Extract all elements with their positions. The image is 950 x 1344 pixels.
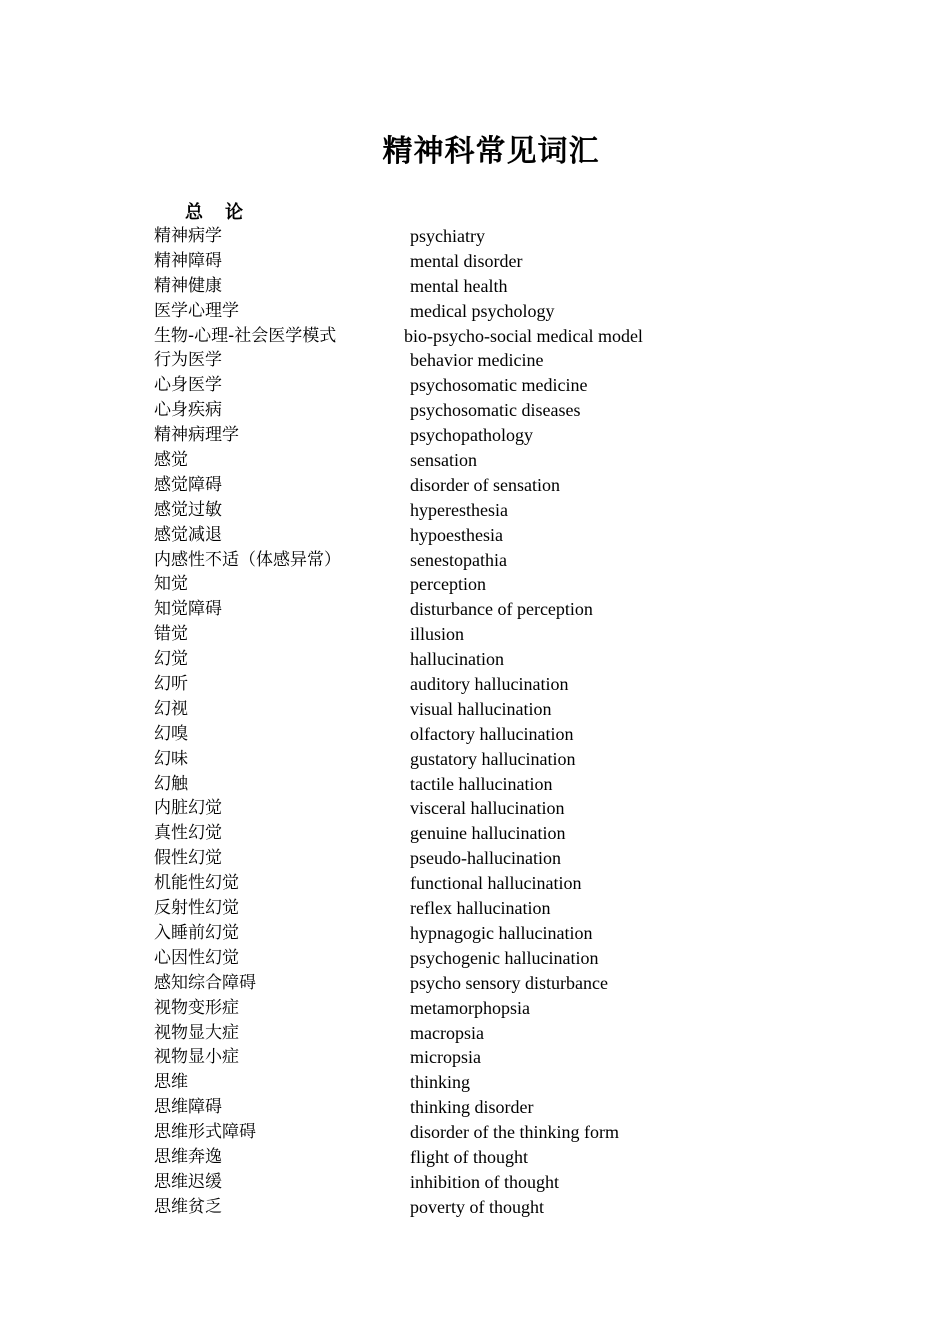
chinese-term: 思维贫乏 [154, 1196, 222, 1217]
english-term: olfactory hallucination [410, 723, 574, 744]
glossary-row [154, 548, 794, 573]
glossary-row [154, 896, 794, 921]
glossary-row [154, 1145, 794, 1170]
english-term: tactile hallucination [410, 773, 553, 794]
chinese-term: 知觉 [154, 574, 188, 595]
glossary-row [154, 1021, 794, 1046]
glossary-row [154, 572, 794, 597]
english-term: bio-psycho-social medical model [404, 325, 643, 346]
chinese-term: 机能性幻觉 [154, 873, 239, 894]
english-term: senestopathia [410, 549, 507, 570]
chinese-term: 生物-心理-社会医学模式 [154, 325, 337, 346]
english-term: hallucination [410, 649, 504, 670]
english-term: mental health [410, 275, 508, 296]
english-term: psychopathology [410, 425, 533, 446]
chinese-term: 幻视 [154, 698, 188, 719]
english-term: thinking [410, 1072, 471, 1093]
glossary-row [154, 249, 794, 274]
glossary-row [154, 846, 794, 871]
glossary-row [154, 523, 794, 548]
english-term: hypoesthesia [410, 524, 503, 545]
glossary-row [154, 971, 794, 996]
glossary-row [154, 274, 794, 299]
glossary-row [154, 622, 794, 647]
chinese-term: 思维形式障碍 [154, 1122, 256, 1143]
glossary-row [154, 299, 794, 324]
chinese-term: 思维奔逸 [154, 1146, 222, 1167]
section-heading: 总 论 [185, 202, 245, 223]
english-term: visual hallucination [410, 698, 552, 719]
glossary-row [154, 373, 794, 398]
english-term: psycho sensory disturbance [410, 972, 608, 993]
chinese-term: 知觉障碍 [154, 599, 222, 620]
english-term: psychogenic hallucination [410, 947, 599, 968]
chinese-term: 心身疾病 [154, 400, 222, 421]
glossary-row [154, 821, 794, 846]
chinese-term: 精神健康 [154, 275, 222, 296]
glossary-row [154, 796, 794, 821]
english-term: disturbance of perception [410, 599, 593, 620]
chinese-term: 精神障碍 [154, 250, 222, 271]
chinese-term: 感觉过敏 [154, 499, 222, 520]
chinese-term: 思维障碍 [154, 1097, 222, 1118]
glossary-row [154, 1095, 794, 1120]
glossary-row [154, 747, 794, 772]
chinese-term: 视物变形症 [154, 997, 239, 1018]
english-term: medical psychology [410, 300, 555, 321]
chinese-term: 精神病学 [154, 226, 222, 246]
chinese-term: 入睡前幻觉 [154, 922, 239, 943]
glossary-row [154, 672, 794, 697]
glossary-row [154, 996, 794, 1021]
chinese-term: 思维 [154, 1072, 188, 1093]
page-title: 精神科常见词汇 [382, 134, 600, 169]
glossary-row [154, 398, 794, 423]
chinese-term: 错觉 [154, 624, 188, 645]
chinese-term: 幻嗅 [154, 723, 188, 744]
english-term: behavior medicine [410, 350, 544, 371]
glossary-row [154, 647, 794, 672]
english-term: macropsia [410, 1022, 484, 1043]
chinese-term: 视物显小症 [154, 1047, 239, 1068]
chinese-term: 内脏幻觉 [154, 798, 222, 819]
glossary-row [154, 921, 794, 946]
chinese-term: 感觉减退 [154, 524, 222, 545]
chinese-term: 思维迟缓 [154, 1171, 222, 1192]
chinese-term: 感知综合障碍 [154, 972, 256, 993]
chinese-term: 医学心理学 [154, 300, 239, 321]
glossary-row [154, 473, 794, 498]
english-term: pseudo-hallucination [410, 848, 561, 869]
english-term: functional hallucination [410, 873, 582, 894]
glossary-row [154, 423, 794, 448]
english-term: reflex hallucination [410, 898, 551, 919]
english-term: hyperesthesia [410, 499, 508, 520]
glossary-row [154, 1045, 794, 1070]
glossary-row [154, 597, 794, 622]
chinese-term: 行为医学 [154, 350, 222, 371]
english-term: visceral hallucination [410, 798, 565, 819]
chinese-term: 幻听 [154, 674, 188, 695]
chinese-term: 真性幻觉 [154, 823, 222, 844]
english-term: metamorphopsia [410, 997, 530, 1018]
chinese-term: 感觉 [154, 450, 188, 471]
glossary-row [154, 324, 794, 349]
english-term: auditory hallucination [410, 674, 569, 695]
glossary-row [154, 348, 794, 373]
english-term: thinking disorder [410, 1097, 534, 1118]
chinese-term: 视物显大症 [154, 1022, 239, 1043]
chinese-term: 幻味 [154, 748, 188, 769]
chinese-term: 心因性幻觉 [154, 947, 239, 968]
chinese-term: 心身医学 [154, 375, 222, 396]
english-term: genuine hallucination [410, 823, 566, 844]
glossary-term-list [154, 224, 794, 1220]
english-term: micropsia [410, 1047, 481, 1068]
english-term: inhibition of thought [410, 1171, 560, 1192]
english-term: perception [410, 574, 486, 595]
chinese-term: 内感性不适（体感异常） [154, 549, 341, 570]
english-term: psychiatry [410, 226, 485, 246]
glossary-row [154, 1170, 794, 1195]
english-term: hypnagogic hallucination [410, 922, 593, 943]
chinese-term: 幻触 [154, 773, 188, 794]
english-term: disorder of sensation [410, 474, 560, 495]
glossary-row [154, 722, 794, 747]
chinese-term: 幻觉 [154, 649, 188, 670]
glossary-row [154, 448, 794, 473]
chinese-term: 精神病理学 [154, 425, 239, 446]
english-term: psychosomatic diseases [410, 400, 581, 421]
english-term: gustatory hallucination [410, 748, 576, 769]
glossary-row [154, 1120, 794, 1145]
english-term: flight of thought [410, 1146, 528, 1167]
english-term: illusion [410, 624, 465, 645]
english-term: psychosomatic medicine [410, 375, 588, 396]
chinese-term: 反射性幻觉 [154, 898, 239, 919]
glossary-row [154, 1070, 794, 1095]
english-term: poverty of thought [410, 1196, 544, 1217]
english-term: disorder of the thinking form [410, 1122, 619, 1143]
glossary-row [154, 697, 794, 722]
glossary-row [154, 871, 794, 896]
glossary-row [154, 1195, 794, 1220]
english-term: mental disorder [410, 250, 523, 271]
glossary-row [154, 498, 794, 523]
glossary-row [154, 224, 794, 249]
glossary-row [154, 772, 794, 797]
glossary-row [154, 946, 794, 971]
chinese-term: 假性幻觉 [154, 848, 222, 869]
chinese-term: 感觉障碍 [154, 474, 222, 495]
english-term: sensation [410, 450, 477, 471]
